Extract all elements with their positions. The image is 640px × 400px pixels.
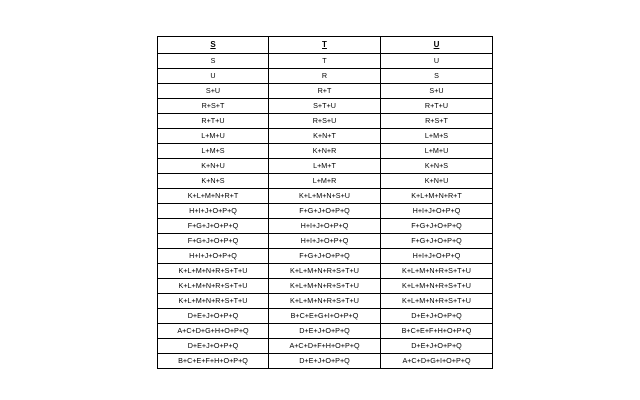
table-row [158,294,493,309]
table-cell: K+N+U [381,174,493,189]
table-cell: D+E+J+O+P+Q [269,324,381,339]
table-cell: K+N+S [381,159,493,174]
table-cell: F+G+J+O+P+Q [158,234,269,249]
table-cell: D+E+J+O+P+Q [381,339,493,354]
data-table [157,36,493,369]
table-row [158,129,493,144]
table-cell: R [269,69,381,84]
table-cell: K+L+M+N+R+S+T+U [269,279,381,294]
table-cell: D+E+J+O+P+Q [158,339,269,354]
table-row [158,84,493,99]
table-cell: F+G+J+O+P+Q [269,249,381,264]
table-cell: K+L+M+N+R+S+T+U [381,279,493,294]
table-row [158,264,493,279]
table-cell: D+E+J+O+P+Q [381,309,493,324]
table-cell: R+S+T [158,99,269,114]
table-cell: K+L+M+N+R+S+T+U [381,264,493,279]
table-cell: K+L+M+N+R+S+T+U [158,279,269,294]
column-header-s-label: S [210,40,216,49]
column-header-u [381,37,493,54]
table-cell: K+L+M+N+R+T [158,189,269,204]
table-cell: K+N+T [269,129,381,144]
table-cell: F+G+J+O+P+Q [269,204,381,219]
table-cell: T [269,54,381,69]
table-row [158,144,493,159]
table-cell: B+C+E+G+I+O+P+Q [269,309,381,324]
table-cell: A+C+D+G+I+O+P+Q [381,354,493,369]
table-cell: F+G+J+O+P+Q [381,219,493,234]
table-cell: L+M+U [158,129,269,144]
column-header-s [158,37,269,54]
table-cell: H+I+J+O+P+Q [381,204,493,219]
table-cell: K+L+M+N+R+T [381,189,493,204]
table-cell: U [381,54,493,69]
table-cell: K+N+S [158,174,269,189]
table-cell: R+S+T [381,114,493,129]
table-cell: K+L+M+N+R+S+T+U [381,294,493,309]
table-cell: S+T+U [269,99,381,114]
table-cell: B+C+E+F+H+O+P+Q [158,354,269,369]
table-row [158,69,493,84]
table-row [158,309,493,324]
table-row [158,339,493,354]
table-cell: F+G+J+O+P+Q [381,234,493,249]
table-cell: K+L+M+N+S+U [269,189,381,204]
table-cell: A+C+D+G+H+O+P+Q [158,324,269,339]
column-header-t [269,37,381,54]
table-header [158,37,493,54]
table-header-row [158,37,493,54]
table-cell: B+C+E+F+H+O+P+Q [381,324,493,339]
table-cell: F+G+J+O+P+Q [158,219,269,234]
table-cell: R+T [269,84,381,99]
table-cell: H+I+J+O+P+Q [269,234,381,249]
table-cell: K+L+M+N+R+S+T+U [269,294,381,309]
table-row [158,99,493,114]
table-cell: D+E+J+O+P+Q [158,309,269,324]
table-cell: L+M+S [381,129,493,144]
table-cell: K+L+M+N+R+S+T+U [158,294,269,309]
table-row [158,114,493,129]
table-cell: K+L+M+N+R+S+T+U [269,264,381,279]
table-cell: S+U [381,84,493,99]
table-cell: R+T+U [158,114,269,129]
table-cell: S+U [158,84,269,99]
column-header-t-label: T [322,40,327,49]
column-header-u-label: U [433,40,440,49]
table-cell: A+C+D+F+H+O+P+Q [269,339,381,354]
table-cell: K+N+U [158,159,269,174]
table-cell: K+L+M+N+R+S+T+U [158,264,269,279]
table-cell: L+M+S [158,144,269,159]
table-cell: K+N+R [269,144,381,159]
table-cell: H+I+J+O+P+Q [158,249,269,264]
table-row [158,219,493,234]
table-row [158,174,493,189]
data-table-container [157,36,483,369]
table-cell: R+T+U [381,99,493,114]
table-body [158,54,493,369]
table-cell: L+M+R [269,174,381,189]
table-cell: U [158,69,269,84]
table-cell: S [381,69,493,84]
table-cell: D+E+J+O+P+Q [269,354,381,369]
table-row [158,54,493,69]
table-cell: H+I+J+O+P+Q [269,219,381,234]
table-cell: H+I+J+O+P+Q [381,249,493,264]
table-row [158,354,493,369]
table-row [158,189,493,204]
table-cell: S [158,54,269,69]
table-row [158,324,493,339]
table-cell: R+S+U [269,114,381,129]
table-row [158,249,493,264]
table-row [158,234,493,249]
table-row [158,159,493,174]
table-row [158,279,493,294]
table-cell: L+M+T [269,159,381,174]
table-row [158,204,493,219]
table-cell: L+M+U [381,144,493,159]
table-cell: H+I+J+O+P+Q [158,204,269,219]
